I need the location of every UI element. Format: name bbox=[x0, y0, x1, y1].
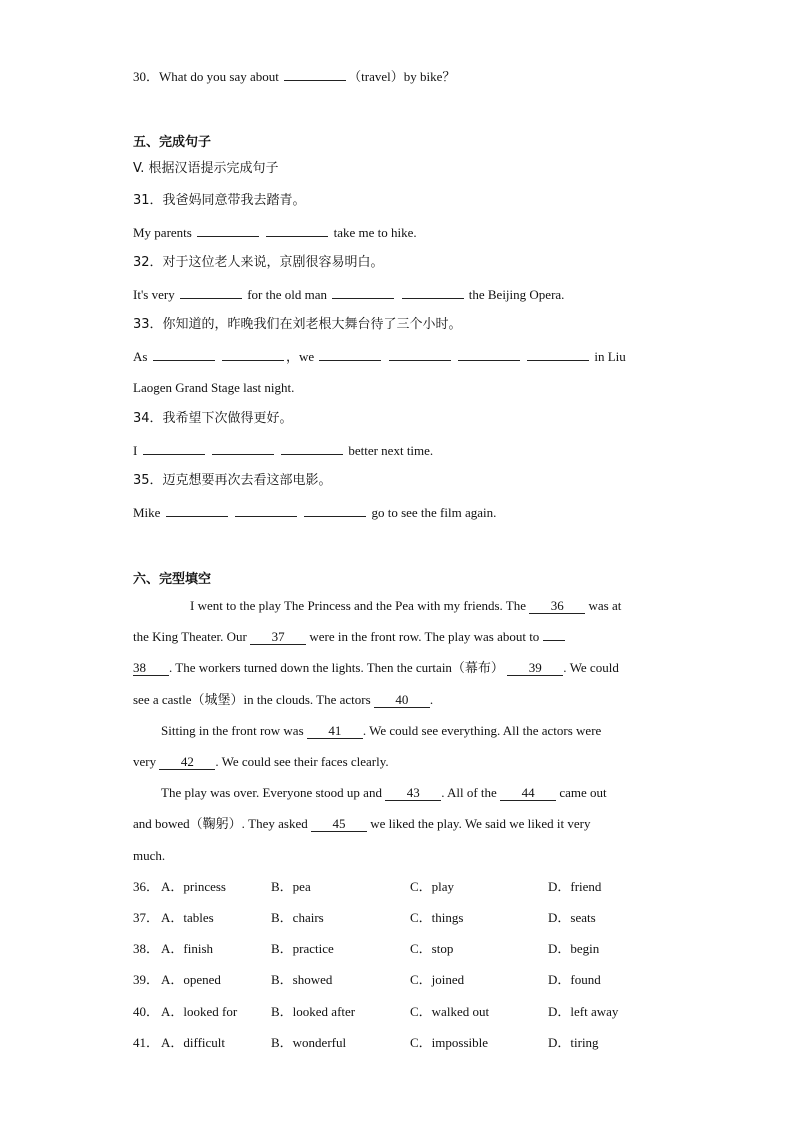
question-31-sentence bbox=[133, 224, 417, 241]
option-b[interactable]: B．pea bbox=[271, 879, 311, 894]
option-number: 40． bbox=[133, 1004, 160, 1019]
answer-blank[interactable] bbox=[180, 286, 242, 299]
passage-text: we liked the play. We said we liked it very bbox=[370, 816, 591, 831]
section-title: 六、完型填空 bbox=[133, 572, 212, 587]
question-hint: （travel）by bike？ bbox=[348, 69, 456, 84]
option-d[interactable]: D．tiring bbox=[548, 1035, 599, 1050]
passage-text: was at bbox=[588, 598, 622, 613]
sentence-text: go to see the film again. bbox=[371, 505, 497, 520]
question-text: What do you say about bbox=[159, 69, 279, 84]
answer-blank[interactable] bbox=[266, 224, 328, 237]
answer-blank[interactable] bbox=[319, 348, 381, 361]
question-34-sentence bbox=[133, 442, 433, 459]
passage-text: I went to the play The Princess and the Pea with my friends. The bbox=[190, 598, 527, 613]
section-title: 五、完成句子 bbox=[133, 135, 212, 150]
passage-text: Sitting in the front row was bbox=[161, 723, 304, 738]
question-33-chinese: 33．你知道的，昨晚我们在刘老根大舞台待了三个小时。 bbox=[133, 317, 462, 332]
option-b[interactable]: B．practice bbox=[271, 941, 334, 956]
sentence-text: take me to hike. bbox=[333, 225, 417, 240]
answer-blank[interactable] bbox=[153, 348, 215, 361]
blank-45[interactable]: 45 bbox=[311, 817, 367, 832]
option-number: 39． bbox=[133, 972, 160, 987]
answer-blank[interactable] bbox=[332, 286, 394, 299]
option-a[interactable]: A．princess bbox=[161, 879, 226, 894]
option-b[interactable]: B．looked after bbox=[271, 1004, 356, 1019]
answer-blank[interactable] bbox=[527, 348, 589, 361]
option-a[interactable]: A．difficult bbox=[161, 1035, 226, 1050]
blank-41[interactable]: 41 bbox=[307, 724, 363, 739]
answer-blank[interactable] bbox=[235, 504, 297, 517]
passage-line bbox=[133, 692, 433, 708]
question-33-sentence bbox=[133, 348, 626, 365]
sentence-text: for the old man bbox=[247, 287, 327, 302]
answer-blank[interactable] bbox=[212, 442, 274, 455]
question-33-sentence-cont: Laogen Grand Stage last night. bbox=[133, 380, 295, 395]
blank-37[interactable]: 37 bbox=[250, 630, 306, 645]
passage-text: . The workers turned down the lights. Then the curtain（幕布） bbox=[169, 660, 504, 675]
option-number: 38． bbox=[133, 941, 160, 956]
passage-text: see a castle（城堡）in the clouds. The actors bbox=[133, 692, 371, 707]
sentence-text: in Liu bbox=[594, 349, 626, 364]
option-c[interactable]: C．impossible bbox=[410, 1035, 489, 1050]
passage-text: . All of the bbox=[441, 785, 497, 800]
passage-text: very bbox=[133, 754, 157, 769]
sentence-text: better next time. bbox=[348, 443, 434, 458]
passage-line bbox=[190, 598, 621, 614]
option-number: 36． bbox=[133, 879, 160, 894]
option-a[interactable]: A．tables bbox=[161, 910, 214, 925]
passage-line bbox=[133, 660, 619, 676]
blank-39[interactable]: 39 bbox=[507, 661, 563, 676]
blank-36[interactable]: 36 bbox=[529, 599, 585, 614]
option-number: 41． bbox=[133, 1035, 160, 1050]
option-d[interactable]: D．found bbox=[548, 972, 601, 987]
passage-text: came out bbox=[559, 785, 607, 800]
passage-text: . bbox=[429, 692, 434, 707]
option-d[interactable]: D．friend bbox=[548, 879, 602, 894]
passage-line bbox=[133, 754, 389, 770]
blank-38-start[interactable] bbox=[543, 640, 565, 641]
passage-text: . We could bbox=[563, 660, 619, 675]
passage-line bbox=[161, 723, 601, 739]
option-d[interactable]: D．left away bbox=[548, 1004, 619, 1019]
question-30 bbox=[133, 68, 455, 85]
answer-blank[interactable] bbox=[197, 224, 259, 237]
passage-text: . We could see their faces clearly. bbox=[215, 754, 389, 769]
section-subtitle: V. 根据汉语提示完成句子 bbox=[133, 161, 279, 176]
passage-text: the King Theater. Our bbox=[133, 629, 247, 644]
option-a[interactable]: A．opened bbox=[161, 972, 221, 987]
question-34-chinese: 34．我希望下次做得更好。 bbox=[133, 411, 293, 426]
sentence-text: As bbox=[133, 349, 148, 364]
question-32-sentence bbox=[133, 286, 564, 303]
blank-42[interactable]: 42 bbox=[159, 755, 215, 770]
question-number: 30． bbox=[133, 69, 160, 84]
passage-line bbox=[133, 816, 591, 832]
option-c[interactable]: C．stop bbox=[410, 941, 454, 956]
question-31-chinese: 31．我爸妈同意带我去踏青。 bbox=[133, 193, 306, 208]
passage-line: much. bbox=[133, 848, 166, 863]
sentence-text: It's very bbox=[133, 287, 175, 302]
passage-text: The play was over. Everyone stood up and bbox=[161, 785, 382, 800]
option-b[interactable]: B．showed bbox=[271, 972, 333, 987]
passage-text: were in the front row. The play was about to bbox=[309, 629, 540, 644]
question-35-sentence bbox=[133, 504, 496, 521]
sentence-text: I bbox=[133, 443, 138, 458]
option-d[interactable]: D．seats bbox=[548, 910, 596, 925]
sentence-text: My parents bbox=[133, 225, 192, 240]
option-c[interactable]: C．walked out bbox=[410, 1004, 490, 1019]
option-b[interactable]: B．chairs bbox=[271, 910, 324, 925]
answer-blank[interactable] bbox=[458, 348, 520, 361]
option-number: 37． bbox=[133, 910, 160, 925]
answer-blank[interactable] bbox=[402, 286, 464, 299]
option-a[interactable]: A．looked for bbox=[161, 1004, 238, 1019]
sentence-text: Mike bbox=[133, 505, 161, 520]
option-c[interactable]: C．play bbox=[410, 879, 455, 894]
answer-blank[interactable] bbox=[304, 504, 366, 517]
question-32-chinese: 32．对于这位老人来说，京剧很容易明白。 bbox=[133, 255, 384, 270]
option-c[interactable]: C．things bbox=[410, 910, 464, 925]
blank-38[interactable]: 38 bbox=[133, 661, 169, 676]
option-b[interactable]: B．wonderful bbox=[271, 1035, 347, 1050]
answer-blank[interactable] bbox=[143, 442, 205, 455]
question-35-chinese: 35．迈克想要再次去看这部电影。 bbox=[133, 473, 332, 488]
sentence-text: the Beijing Opera. bbox=[468, 287, 565, 302]
blank-40[interactable]: 40 bbox=[374, 693, 430, 708]
option-d[interactable]: D．begin bbox=[548, 941, 600, 956]
passage-line bbox=[133, 629, 565, 645]
passage-line bbox=[161, 785, 607, 801]
blank-44[interactable]: 44 bbox=[500, 786, 556, 801]
passage-text: and bowed（鞠躬）. They asked bbox=[133, 816, 308, 831]
option-a[interactable]: A．finish bbox=[161, 941, 214, 956]
answer-blank[interactable] bbox=[222, 348, 284, 361]
sentence-text: ，we bbox=[285, 349, 315, 364]
answer-blank[interactable] bbox=[166, 504, 228, 517]
passage-text: . We could see everything. All the actors were bbox=[362, 723, 602, 738]
option-c[interactable]: C．joined bbox=[410, 972, 465, 987]
answer-blank[interactable] bbox=[389, 348, 451, 361]
answer-blank[interactable] bbox=[281, 442, 343, 455]
answer-blank[interactable] bbox=[284, 68, 346, 81]
blank-43[interactable]: 43 bbox=[385, 786, 441, 801]
